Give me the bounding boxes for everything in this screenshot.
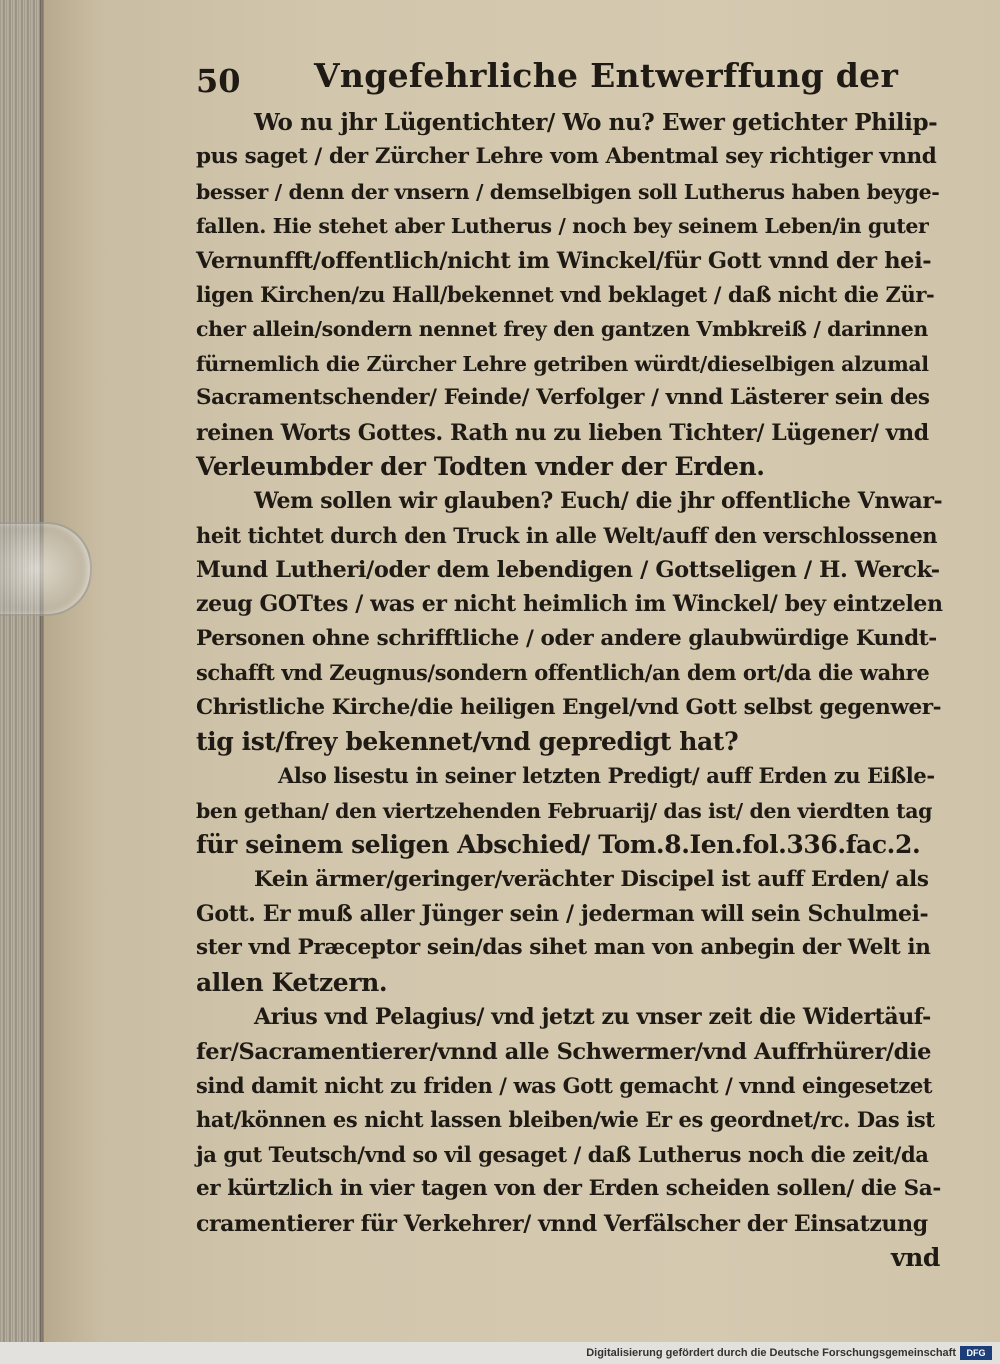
- text-line: Christliche Kirche/die heiligen Engel/vnd Gott selbst gegenwer-: [196, 694, 942, 720]
- text-line: reinen Worts Gottes. Rath nu zu lieben Tichter/ Lügener/ vnd: [196, 419, 929, 446]
- text-line: pus saget / der Zürcher Lehre vom Abentmal sey richtiger vnnd: [196, 144, 937, 170]
- text-line: Gott. Er muß aller Jünger sein / jederman will sein Schulmei-: [196, 900, 929, 927]
- catchword: vnd: [891, 1242, 940, 1272]
- digitization-footer: [0, 1342, 1000, 1364]
- text-line: cher allein/sondern nennet frey den gantzen Vmbkreiß / darinnen: [196, 317, 928, 342]
- text-line: ligen Kirchen/zu Hall/bekennet vnd beklaget / daß nicht die Zür-: [196, 281, 935, 307]
- text-line: ster vnd Præceptor sein/das sihet man von anbegin der Welt in: [196, 935, 931, 961]
- page-number: 50: [196, 62, 241, 100]
- text-line: Vernunfft/offentlich/nicht im Winckel/für Gott vnnd der hei-: [196, 247, 932, 274]
- text-line: fürnemlich die Zürcher Lehre getriben würdt/dieselbigen alzumal: [196, 351, 929, 376]
- text-line: Wem sollen wir glauben? Euch/ die jhr offentliche Vnwar-: [254, 488, 943, 515]
- footer-credit: Digitalisierung gefördert durch die Deutsche Forschungsgemeinschaft: [586, 1347, 956, 1359]
- dfg-logo: DFG: [960, 1346, 992, 1360]
- text-line: er kürtzlich in vier tagen von der Erden scheiden sollen/ die Sa-: [196, 1176, 941, 1202]
- text-line: Wo nu jhr Lügentichter/ Wo nu? Ewer getichter Philip-: [254, 109, 938, 136]
- text-line: Sacramentschender/ Feinde/ Verfolger / vnnd Lästerer sein des: [196, 385, 930, 411]
- text-line: ben gethan/ den viertzehenden Februarij/ das ist/ den vierdten tag: [196, 798, 933, 823]
- text-line: heit tichtet durch den Truck in alle Welt/auff den verschlossenen: [196, 522, 938, 548]
- text-line: Also lisestu in seiner letzten Predigt/ auff Erden zu Eißle-: [278, 763, 935, 789]
- text-line: cramentierer für Verkehrer/ vnnd Verfälscher der Einsatzung: [196, 1210, 928, 1237]
- text-line: fallen. Hie stehet aber Lutherus / noch bey seinem Leben/in guter: [196, 214, 929, 239]
- text-line: zeug GOTtes / was er nicht heimlich im Winckel/ bey eintzelen: [196, 591, 943, 618]
- text-line: für seinem seligen Abschied/ Tom.8.Ien.fol.336.fac.2.: [196, 830, 921, 860]
- text-line: ja gut Teutsch/vnd so vil gesaget / daß Lutherus noch die zeit/da: [196, 1141, 929, 1167]
- text-line: schafft vnd Zeugnus/sondern offentlich/an dem ort/da die wahre: [196, 660, 930, 686]
- page-text-block: [196, 52, 944, 1275]
- page-header: [196, 52, 944, 102]
- text-line: tig ist/frey bekennet/vnd gepredigt hat?: [196, 727, 739, 757]
- text-line: besser / denn der vnsern / demselbigen soll Lutherus haben beyge-: [196, 179, 940, 204]
- text-line: fer/Sacramentierer/vnnd alle Schwermer/vnd Auffrhürer/die: [196, 1038, 932, 1065]
- text-line: Mund Lutheri/oder dem lebendigen / Gottseligen / H. Werck-: [196, 557, 940, 584]
- text-line: Verleumbder der Todten vnder der Erden.: [196, 451, 765, 481]
- text-line: hat/können es nicht lassen bleiben/wie Er es geordnet/rc. Das ist: [196, 1107, 935, 1133]
- text-line: allen Ketzern.: [196, 967, 388, 997]
- text-line: Arius vnd Pelagius/ vnd jetzt zu vnser zeit die Widertäuf-: [254, 1004, 931, 1031]
- running-title: Vngefehrliche Entwerffung der: [314, 56, 899, 95]
- book-clip: [0, 522, 92, 616]
- book-page-edges: [0, 0, 44, 1342]
- text-line: Personen ohne schrifftliche / oder andere glaubwürdige Kundt-: [196, 625, 937, 651]
- text-line: Kein ärmer/geringer/verächter Discipel ist auff Erden/ als: [254, 866, 929, 892]
- body-text: [196, 106, 944, 1241]
- text-line: sind damit nicht zu friden / was Gott gemacht / vnnd eingesetzet: [196, 1072, 933, 1098]
